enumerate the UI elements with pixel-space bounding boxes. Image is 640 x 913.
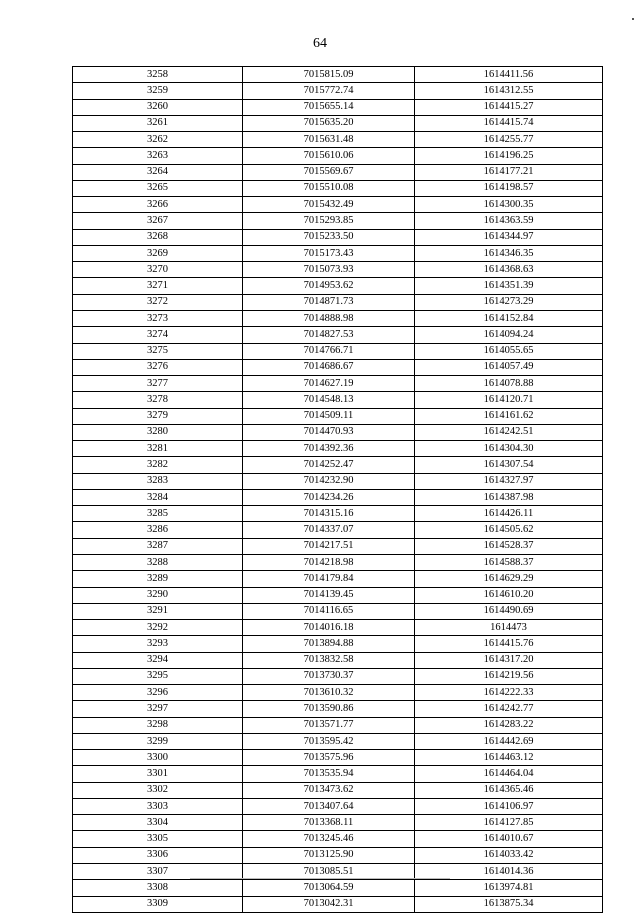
table-row [73, 506, 603, 522]
point-number-cell: 3292 [73, 620, 243, 636]
y-coordinate-cell: 1614464.04 [415, 766, 603, 782]
y-coordinate-cell: 1614415.27 [415, 99, 603, 115]
y-coordinate-cell: 1613974.81 [415, 880, 603, 896]
table-row [73, 522, 603, 538]
point-number-cell: 3277 [73, 376, 243, 392]
y-coordinate-cell: 1614273.29 [415, 294, 603, 310]
point-number-cell: 3309 [73, 896, 243, 912]
point-number-cell: 3289 [73, 571, 243, 587]
table-row [73, 733, 603, 749]
y-coordinate-cell: 1614198.57 [415, 180, 603, 196]
y-coordinate-cell: 1614473 [415, 620, 603, 636]
table-row [73, 180, 603, 196]
scan-speck [632, 18, 634, 20]
y-coordinate-cell: 1614463.12 [415, 750, 603, 766]
x-coordinate-cell: 7013085.51 [243, 864, 415, 880]
point-number-cell: 3308 [73, 880, 243, 896]
x-coordinate-cell: 7013368.11 [243, 815, 415, 831]
x-coordinate-cell: 7014217.51 [243, 538, 415, 554]
point-number-cell: 3269 [73, 245, 243, 261]
x-coordinate-cell: 7014139.45 [243, 587, 415, 603]
x-coordinate-cell: 7015610.06 [243, 148, 415, 164]
x-coordinate-cell: 7014548.13 [243, 392, 415, 408]
point-number-cell: 3295 [73, 668, 243, 684]
y-coordinate-cell: 1614528.37 [415, 538, 603, 554]
point-number-cell: 3272 [73, 294, 243, 310]
point-number-cell: 3301 [73, 766, 243, 782]
y-coordinate-cell: 1614629.29 [415, 571, 603, 587]
table-row [73, 359, 603, 375]
y-coordinate-cell: 1614426.11 [415, 506, 603, 522]
table-row [73, 392, 603, 408]
table-row [73, 278, 603, 294]
point-number-cell: 3266 [73, 197, 243, 213]
table-row [73, 685, 603, 701]
y-coordinate-cell: 1614411.56 [415, 67, 603, 83]
x-coordinate-cell: 7014627.19 [243, 376, 415, 392]
point-number-cell: 3270 [73, 262, 243, 278]
table-row [73, 554, 603, 570]
table-row [73, 376, 603, 392]
x-coordinate-cell: 7014234.26 [243, 489, 415, 505]
point-number-cell: 3285 [73, 506, 243, 522]
y-coordinate-cell: 1614242.51 [415, 424, 603, 440]
x-coordinate-cell: 7014392.36 [243, 441, 415, 457]
x-coordinate-cell: 7013407.64 [243, 798, 415, 814]
point-number-cell: 3283 [73, 473, 243, 489]
x-coordinate-cell: 7015073.93 [243, 262, 415, 278]
table-row [73, 847, 603, 863]
table-row [73, 441, 603, 457]
x-coordinate-cell: 7014179.84 [243, 571, 415, 587]
point-number-cell: 3282 [73, 457, 243, 473]
y-coordinate-cell: 1614442.69 [415, 733, 603, 749]
x-coordinate-cell: 7014827.53 [243, 327, 415, 343]
table-row [73, 717, 603, 733]
table-row [73, 603, 603, 619]
table-row [73, 310, 603, 326]
x-coordinate-cell: 7014470.93 [243, 424, 415, 440]
table-row [73, 229, 603, 245]
table-row [73, 489, 603, 505]
x-coordinate-cell: 7015772.74 [243, 83, 415, 99]
point-number-cell: 3294 [73, 652, 243, 668]
y-coordinate-cell: 1614346.35 [415, 245, 603, 261]
y-coordinate-cell: 1614490.69 [415, 603, 603, 619]
x-coordinate-cell: 7013595.42 [243, 733, 415, 749]
y-coordinate-cell: 1614588.37 [415, 554, 603, 570]
point-number-cell: 3281 [73, 441, 243, 457]
y-coordinate-cell: 1614317.20 [415, 652, 603, 668]
point-number-cell: 3260 [73, 99, 243, 115]
point-number-cell: 3276 [73, 359, 243, 375]
y-coordinate-cell: 1614177.21 [415, 164, 603, 180]
x-coordinate-cell: 7014218.98 [243, 554, 415, 570]
point-number-cell: 3291 [73, 603, 243, 619]
x-coordinate-cell: 7015569.67 [243, 164, 415, 180]
y-coordinate-cell: 1614307.54 [415, 457, 603, 473]
y-coordinate-cell: 1614055.65 [415, 343, 603, 359]
x-coordinate-cell: 7013125.90 [243, 847, 415, 863]
table-row [73, 750, 603, 766]
point-number-cell: 3297 [73, 701, 243, 717]
point-number-cell: 3280 [73, 424, 243, 440]
x-coordinate-cell: 7014766.71 [243, 343, 415, 359]
y-coordinate-cell: 1613875.34 [415, 896, 603, 912]
table-row [73, 343, 603, 359]
table-row [73, 408, 603, 424]
y-coordinate-cell: 1614219.56 [415, 668, 603, 684]
y-coordinate-cell: 1614094.24 [415, 327, 603, 343]
x-coordinate-cell: 7013894.88 [243, 636, 415, 652]
table-row [73, 148, 603, 164]
table-row [73, 766, 603, 782]
x-coordinate-cell: 7015815.09 [243, 67, 415, 83]
table-row [73, 213, 603, 229]
x-coordinate-cell: 7014252.47 [243, 457, 415, 473]
point-number-cell: 3307 [73, 864, 243, 880]
x-coordinate-cell: 7014871.73 [243, 294, 415, 310]
point-number-cell: 3261 [73, 115, 243, 131]
x-coordinate-cell: 7013590.86 [243, 701, 415, 717]
scan-artifact-line [190, 878, 450, 879]
x-coordinate-cell: 7013730.37 [243, 668, 415, 684]
table-row [73, 262, 603, 278]
x-coordinate-cell: 7013473.62 [243, 782, 415, 798]
y-coordinate-cell: 1614010.67 [415, 831, 603, 847]
point-number-cell: 3303 [73, 798, 243, 814]
y-coordinate-cell: 1614300.35 [415, 197, 603, 213]
point-number-cell: 3279 [73, 408, 243, 424]
table-row [73, 473, 603, 489]
point-number-cell: 3299 [73, 733, 243, 749]
point-number-cell: 3286 [73, 522, 243, 538]
point-number-cell: 3290 [73, 587, 243, 603]
table-row [73, 880, 603, 896]
x-coordinate-cell: 7014888.98 [243, 310, 415, 326]
y-coordinate-cell: 1614312.55 [415, 83, 603, 99]
y-coordinate-cell: 1614505.62 [415, 522, 603, 538]
point-number-cell: 3259 [73, 83, 243, 99]
y-coordinate-cell: 1614327.97 [415, 473, 603, 489]
point-number-cell: 3293 [73, 636, 243, 652]
y-coordinate-cell: 1614014.36 [415, 864, 603, 880]
point-number-cell: 3264 [73, 164, 243, 180]
x-coordinate-cell: 7014016.18 [243, 620, 415, 636]
point-number-cell: 3284 [73, 489, 243, 505]
point-number-cell: 3298 [73, 717, 243, 733]
table-row [73, 668, 603, 684]
y-coordinate-cell: 1614387.98 [415, 489, 603, 505]
point-number-cell: 3267 [73, 213, 243, 229]
x-coordinate-cell: 7014116.65 [243, 603, 415, 619]
point-number-cell: 3258 [73, 67, 243, 83]
table-row [73, 99, 603, 115]
x-coordinate-cell: 7013575.96 [243, 750, 415, 766]
y-coordinate-cell: 1614106.97 [415, 798, 603, 814]
x-coordinate-cell: 7013064.59 [243, 880, 415, 896]
x-coordinate-cell: 7015631.48 [243, 132, 415, 148]
y-coordinate-cell: 1614033.42 [415, 847, 603, 863]
x-coordinate-cell: 7014686.67 [243, 359, 415, 375]
y-coordinate-cell: 1614363.59 [415, 213, 603, 229]
table-row [73, 587, 603, 603]
point-number-cell: 3278 [73, 392, 243, 408]
x-coordinate-cell: 7014509.11 [243, 408, 415, 424]
point-number-cell: 3306 [73, 847, 243, 863]
x-coordinate-cell: 7015173.43 [243, 245, 415, 261]
x-coordinate-cell: 7014232.90 [243, 473, 415, 489]
x-coordinate-cell: 7015635.20 [243, 115, 415, 131]
table-row [73, 197, 603, 213]
y-coordinate-cell: 1614351.39 [415, 278, 603, 294]
x-coordinate-cell: 7015510.08 [243, 180, 415, 196]
y-coordinate-cell: 1614415.76 [415, 636, 603, 652]
table-row [73, 815, 603, 831]
point-number-cell: 3302 [73, 782, 243, 798]
table-row [73, 83, 603, 99]
y-coordinate-cell: 1614304.30 [415, 441, 603, 457]
coordinates-table [72, 66, 603, 913]
y-coordinate-cell: 1614127.85 [415, 815, 603, 831]
y-coordinate-cell: 1614152.84 [415, 310, 603, 326]
point-number-cell: 3265 [73, 180, 243, 196]
point-number-cell: 3268 [73, 229, 243, 245]
y-coordinate-cell: 1614344.97 [415, 229, 603, 245]
y-coordinate-cell: 1614365.46 [415, 782, 603, 798]
table-row [73, 164, 603, 180]
table-row [73, 620, 603, 636]
x-coordinate-cell: 7014953.62 [243, 278, 415, 294]
y-coordinate-cell: 1614161.62 [415, 408, 603, 424]
point-number-cell: 3274 [73, 327, 243, 343]
point-number-cell: 3271 [73, 278, 243, 294]
x-coordinate-cell: 7013610.32 [243, 685, 415, 701]
x-coordinate-cell: 7014315.16 [243, 506, 415, 522]
x-coordinate-cell: 7014337.07 [243, 522, 415, 538]
y-coordinate-cell: 1614057.49 [415, 359, 603, 375]
table-row [73, 782, 603, 798]
y-coordinate-cell: 1614610.20 [415, 587, 603, 603]
x-coordinate-cell: 7015432.49 [243, 197, 415, 213]
y-coordinate-cell: 1614120.71 [415, 392, 603, 408]
point-number-cell: 3296 [73, 685, 243, 701]
x-coordinate-cell: 7013245.46 [243, 831, 415, 847]
y-coordinate-cell: 1614283.22 [415, 717, 603, 733]
table-row [73, 538, 603, 554]
x-coordinate-cell: 7013535.94 [243, 766, 415, 782]
table-row [73, 831, 603, 847]
point-number-cell: 3287 [73, 538, 243, 554]
x-coordinate-cell: 7015233.50 [243, 229, 415, 245]
x-coordinate-cell: 7013042.31 [243, 896, 415, 912]
point-number-cell: 3288 [73, 554, 243, 570]
x-coordinate-cell: 7015655.14 [243, 99, 415, 115]
table-row [73, 798, 603, 814]
table-row [73, 115, 603, 131]
y-coordinate-cell: 1614242.77 [415, 701, 603, 717]
page-number: 64 [313, 36, 327, 51]
x-coordinate-cell: 7013571.77 [243, 717, 415, 733]
y-coordinate-cell: 1614255.77 [415, 132, 603, 148]
y-coordinate-cell: 1614368.63 [415, 262, 603, 278]
x-coordinate-cell: 7013832.58 [243, 652, 415, 668]
table-row [73, 67, 603, 83]
table-row [73, 896, 603, 912]
point-number-cell: 3300 [73, 750, 243, 766]
y-coordinate-cell: 1614078.88 [415, 376, 603, 392]
table-row [73, 327, 603, 343]
table-row [73, 701, 603, 717]
table-row [73, 245, 603, 261]
point-number-cell: 3273 [73, 310, 243, 326]
table-row [73, 294, 603, 310]
point-number-cell: 3304 [73, 815, 243, 831]
point-number-cell: 3262 [73, 132, 243, 148]
x-coordinate-cell: 7015293.85 [243, 213, 415, 229]
y-coordinate-cell: 1614196.25 [415, 148, 603, 164]
y-coordinate-cell: 1614415.74 [415, 115, 603, 131]
point-number-cell: 3275 [73, 343, 243, 359]
table-row [73, 457, 603, 473]
table-row [73, 132, 603, 148]
coordinates-table-body [73, 67, 603, 913]
table-row [73, 636, 603, 652]
table-row [73, 652, 603, 668]
point-number-cell: 3305 [73, 831, 243, 847]
point-number-cell: 3263 [73, 148, 243, 164]
table-row [73, 424, 603, 440]
y-coordinate-cell: 1614222.33 [415, 685, 603, 701]
table-row [73, 571, 603, 587]
